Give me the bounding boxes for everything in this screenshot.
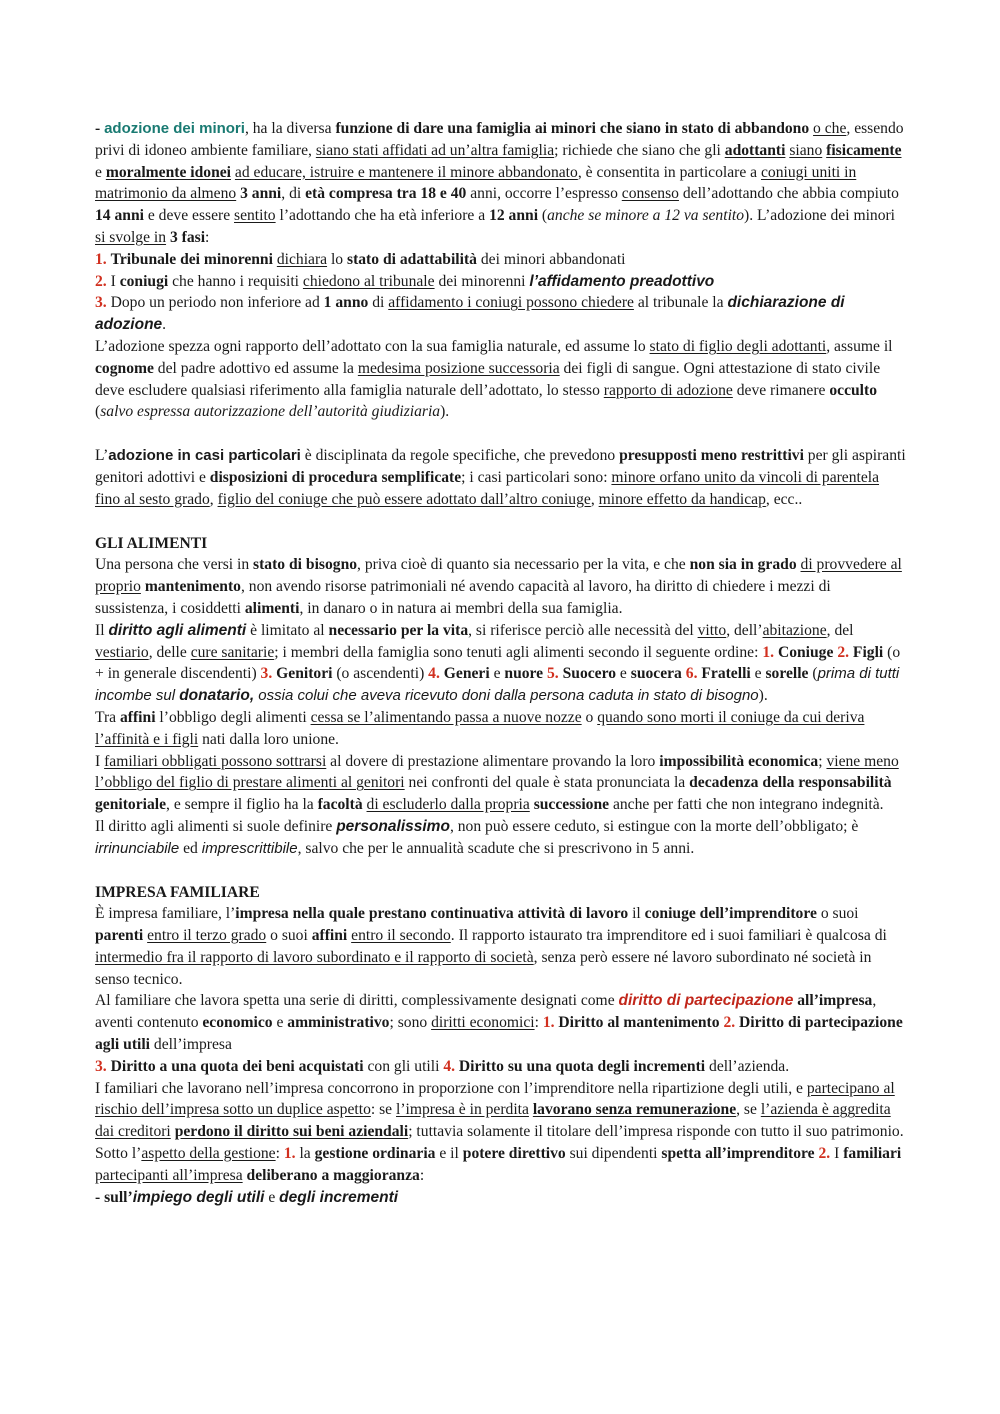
paragraph-alimenti-3: Tra affini l’obbligo degli alimenti cessa se l’alimentando passa a nuove nozze o quando sono morti il coniuge da cui deriva l’affinità e i figli nati dalla loro unione. [95, 708, 865, 748]
heading-alimenti: GLI ALIMENTI [95, 534, 208, 552]
paragraph-alimenti-1: Una persona che versi in stato di bisogno, priva cioè di quanto sia necessario per la vita, e che non sia in grado di provvedere al proprio mantenimento, non avendo risorse patrimoniali né avendo capacità al lavoro, ha diritto di chiedere i mezzi di sussistenza, i cosiddetti alimenti, in danaro o in natura ai membri della sua famiglia. [95, 556, 902, 617]
spacer [95, 423, 907, 445]
paragraph-impresa-6: - sull’impiego degli utili e degli incrementi [95, 1188, 399, 1206]
heading-impresa-familiare: IMPRESA FAMILIARE [95, 883, 260, 901]
term-adozione-minori: adozione dei minori [104, 120, 245, 137]
spacer [95, 860, 907, 882]
paragraph-adozione-minori: - adozione dei minori, ha la diversa funzione di dare una famiglia ai minori che siano in stato di abbandono o che, essendo privi di idoneo ambiente familiare, siano stati affidati ad un’altra famiglia; richiede che siano che gli adottanti siano fisicamente e moralmente idonei ad educare, istruire e mantenere il minore abbandonato, è consentita in particolare a coniugi uniti in matrimonio da almeno 3 anni, di età compresa tra 18 e 40 anni, occorre l’espresso consenso dell’adottando che abbia compiuto 14 anni e deve essere sentito l’adottando che ha età inferiore a 12 anni (anche se minore a 12 va sentito). L’adozione dei minori si svolge in 3 fasi: [95, 120, 904, 246]
paragraph-impresa-3: 3. Diritto a una quota dei beni acquistati con gli utili 4. Diritto su una quota degli incrementi dell’azienda. [95, 1057, 790, 1075]
paragraph-impresa-1: È impresa familiare, l’impresa nella quale prestano continuativa attività di lavoro il coniuge dell’imprenditore o suoi parenti entro il terzo grado o suoi affini entro il secondo. Il rapporto istaurato tra imprenditore ed i suoi familiari è qualcosa di intermedio fra il rapporto di lavoro subordinato e il rapporto di società, senza però essere né lavoro subordinato né società in senso tecnico. [95, 905, 887, 988]
step-2: 2. I coniugi che hanno i requisiti chiedono al tribunale dei minorenni l’affidamento preadottivo [95, 272, 715, 290]
paragraph-alimenti-4: I familiari obbligati possono sottrarsi al dovere di prestazione alimentare provando la loro impossibilità economica; viene meno l’obbligo del figlio di prestare alimenti al genitori nei confronti del quale è stata pronunciata la decadenza della responsabilità genitoriale, e sempre il figlio ha la facoltà di escluderlo dalla propria successione anche per fatti che non integrano indegnità. [95, 752, 899, 814]
paragraph-alimenti-5: Il diritto agli alimenti si suole definire personalissimo, non può essere ceduto, si estingue con la morte dell’obbligato; è irrinunciabile ed imprescrittibile, salvo che per le annualità scadute che si prescrivono in 5 anni. [95, 817, 859, 857]
paragraph-impresa-2: Al familiare che lavora spetta una serie di diritti, complessivamente designati come diritto di partecipazione all’impresa, aventi contenuto economico e amministrativo; sono diritti economici: 1. Diritto al mantenimento 2. Diritto di partecipazione agli utili dell’impresa [95, 992, 903, 1054]
paragraph-alimenti-2: Il diritto agli alimenti è limitato al necessario per la vita, si riferisce perciò alle necessità del vitto, dell’abitazione, del vestiario, delle cure sanitarie; i membri della famiglia sono tenuti agli alimenti secondo il seguente ordine: 1. Coniuge 2. Figli (o + in generale discendenti) 3. Genitori (o ascendenti) 4. Generi e nuore 5. Suocero e suocera 6. Fratelli e sorelle (prima di tutti incombe sul donatario, ossia colui che aveva ricevuto doni dalla persona caduta in stato di bisogno). [95, 621, 901, 705]
paragraph-impresa-5: Sotto l’aspetto della gestione: 1. la gestione ordinaria e il potere direttivo sui dipendenti spetta all’imprenditore 2. I familiari partecipanti all’impresa deliberano a maggioranza: [95, 1145, 902, 1184]
paragraph-casi-particolari: L’adozione in casi particolari è disciplinata da regole specifiche, che prevedono presupposti meno restrittivi per gli aspiranti genitori adottivi e disposizioni di procedura semplificate; i casi particolari sono: minore orfano unito da vincoli di parentela fino al sesto grado, figlio del coniuge che può essere adottato dall’altro coniuge, minore effetto da handicap, ecc.. [95, 447, 906, 508]
paragraph-impresa-4: I familiari che lavorano nell’impresa concorrono in proporzione con l’imprenditore nella ripartizione degli utili, e partecipano al rischio dell’impresa sotto un duplice aspetto: se l’impresa è in perdita lavorano senza remunerazione, se l’azienda è aggredita dai creditori perdono il diritto sui beni aziendali; tuttavia solamente il titolare dell’impresa risponde con tutto il suo patrimonio. [95, 1079, 904, 1141]
step-3: 3. Dopo un periodo non inferiore ad 1 anno di affidamento i coniugi possono chiedere al tribunale la dichiarazione di adozione. [95, 294, 845, 334]
paragraph-effetti-adozione: L’adozione spezza ogni rapporto dell’adottato con la sua famiglia naturale, ed assume lo stato di figlio degli adottanti, assume il cognome del padre adottivo ed assume la medesima posizione successoria dei figli di sangue. Ogni attestazione di stato civile deve escludere qualsiasi riferimento alla famiglia naturale dell’adottato, lo stesso rapporto di adozione deve rimanere occulto (salvo espressa autorizzazione dell’autorità giudiziaria). [95, 337, 893, 421]
document-body [95, 118, 907, 1208]
spacer [95, 511, 907, 533]
step-1: 1. Tribunale dei minorenni dichiara lo stato di adattabilità dei minori abbandonati [95, 250, 626, 268]
